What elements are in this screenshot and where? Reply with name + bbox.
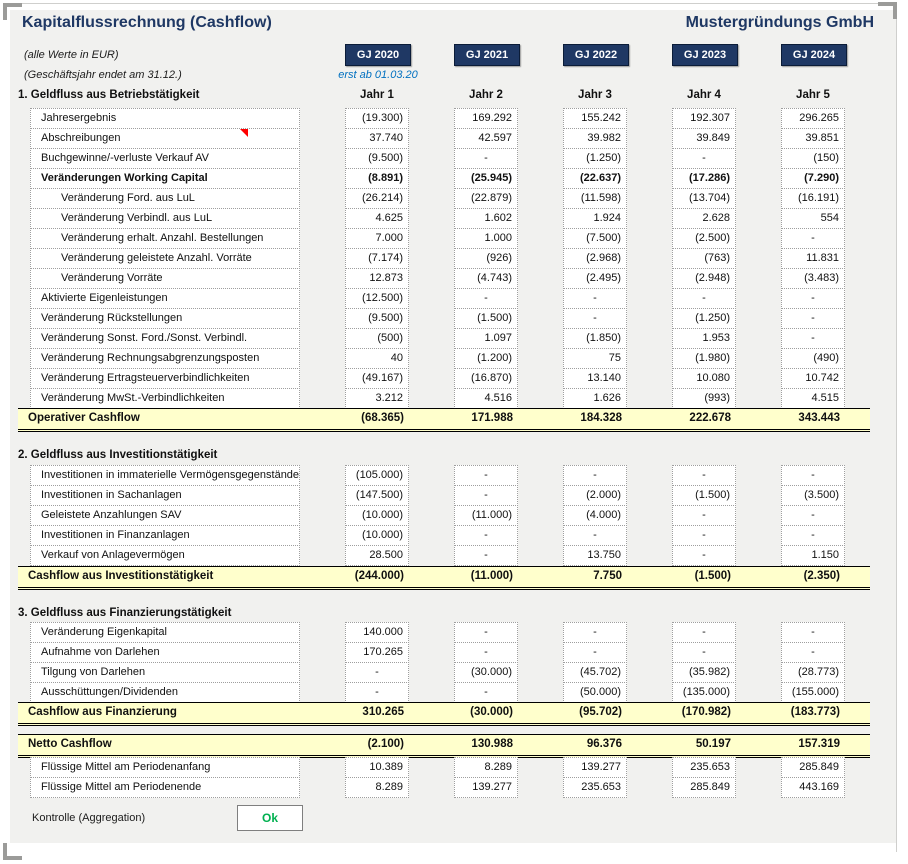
year-button[interactable]: GJ 2022 bbox=[563, 44, 629, 66]
table-row bbox=[18, 388, 870, 408]
net-cashflow-total-row[interactable] bbox=[18, 734, 870, 758]
table-row bbox=[18, 485, 870, 505]
value-cell[interactable]: (1.250) bbox=[563, 148, 627, 169]
value-cell[interactable]: (147.500) bbox=[345, 485, 409, 506]
value-cell[interactable]: (4.000) bbox=[563, 505, 627, 526]
table-row bbox=[18, 128, 870, 148]
year-header: Jahr 4 bbox=[687, 89, 721, 101]
value-cell[interactable]: - bbox=[454, 622, 518, 643]
value-cell[interactable]: 13.140 bbox=[563, 368, 627, 389]
row-label-cell[interactable]: Tilgung von Darlehen bbox=[30, 662, 300, 683]
row-label-cell[interactable]: Veränderung Eigenkapital bbox=[30, 622, 300, 643]
value-cell[interactable]: - bbox=[345, 662, 409, 683]
year-button[interactable]: GJ 2021 bbox=[454, 44, 520, 66]
table-row bbox=[18, 465, 870, 485]
value-cell[interactable]: - bbox=[672, 465, 736, 486]
value-cell[interactable]: 296.265 bbox=[781, 108, 845, 129]
row-label-cell[interactable]: Abschreibungen bbox=[30, 128, 300, 149]
total-value-cell[interactable]: (68.365) bbox=[361, 412, 404, 424]
value-cell[interactable]: 140.000 bbox=[345, 622, 409, 643]
total-value-cell[interactable]: (2.100) bbox=[367, 738, 404, 750]
value-cell[interactable]: (12.500) bbox=[345, 288, 409, 309]
value-cell[interactable]: - bbox=[672, 505, 736, 526]
value-cell[interactable]: 1.150 bbox=[781, 545, 845, 566]
value-cell[interactable]: 75 bbox=[563, 348, 627, 369]
value-cell[interactable]: 28.500 bbox=[345, 545, 409, 566]
row-label-cell[interactable]: Veränderung Ertragsteuerverbindlichkeiten bbox=[30, 368, 300, 389]
row-label-cell[interactable]: Veränderung Sonst. Ford./Sonst. Verbindl. bbox=[30, 328, 300, 349]
table-row bbox=[18, 682, 870, 702]
section-title-financing: 3. Geldfluss aus Finanzierungstätigkeit bbox=[18, 607, 232, 619]
value-cell[interactable]: 1.602 bbox=[454, 208, 518, 229]
total-value-cell[interactable]: 50.197 bbox=[695, 738, 731, 750]
row-label-cell[interactable]: Aktivierte Eigenleistungen bbox=[30, 288, 300, 309]
value-cell[interactable]: (30.000) bbox=[454, 662, 518, 683]
year-header: Jahr 1 bbox=[360, 89, 394, 101]
value-cell[interactable]: - bbox=[454, 682, 518, 703]
table-row bbox=[18, 777, 870, 797]
value-cell[interactable]: (155.000) bbox=[781, 682, 845, 703]
row-label-cell[interactable]: Flüssige Mittel am Periodenanfang bbox=[30, 757, 300, 778]
value-cell[interactable]: (1.250) bbox=[672, 308, 736, 329]
row-label-cell[interactable]: Veränderung geleistete Anzahl. Vorräte bbox=[30, 248, 300, 269]
value-cell[interactable]: (16.870) bbox=[454, 368, 518, 389]
total-value-cell[interactable]: (183.773) bbox=[790, 706, 840, 718]
value-cell[interactable]: (2.000) bbox=[563, 485, 627, 506]
page-corner-top-right bbox=[878, 2, 897, 19]
row-label-cell[interactable]: Veränderung Ford. aus LuL bbox=[30, 188, 300, 209]
value-cell[interactable]: (49.167) bbox=[345, 368, 409, 389]
value-cell[interactable]: 1.626 bbox=[563, 388, 627, 409]
row-label-cell[interactable]: Buchgewinne/-verluste Verkauf AV bbox=[30, 148, 300, 169]
value-cell[interactable]: (9.500) bbox=[345, 148, 409, 169]
total-value-cell[interactable]: 343.443 bbox=[798, 412, 840, 424]
total-value-cell[interactable]: (170.982) bbox=[681, 706, 731, 718]
value-cell[interactable]: 139.277 bbox=[563, 757, 627, 778]
value-cell[interactable]: 8.289 bbox=[454, 757, 518, 778]
value-cell[interactable]: - bbox=[454, 545, 518, 566]
value-cell[interactable]: (2.948) bbox=[672, 268, 736, 289]
value-cell[interactable]: (4.743) bbox=[454, 268, 518, 289]
row-label-cell[interactable]: Investitionen in immaterielle Vermögensgegenstände bbox=[30, 465, 300, 486]
row-label-cell[interactable]: Veränderung Rechnungsabgrenzungsposten bbox=[30, 348, 300, 369]
value-cell[interactable]: (11.598) bbox=[563, 188, 627, 209]
value-cell[interactable]: (22.879) bbox=[454, 188, 518, 209]
table-row bbox=[18, 268, 870, 288]
table-row bbox=[18, 148, 870, 168]
total-value-cell[interactable]: 130.988 bbox=[471, 738, 513, 750]
value-cell[interactable]: 4.516 bbox=[454, 388, 518, 409]
value-cell[interactable]: - bbox=[781, 288, 845, 309]
value-cell[interactable]: - bbox=[454, 288, 518, 309]
value-cell[interactable]: - bbox=[563, 642, 627, 663]
value-cell[interactable]: 155.242 bbox=[563, 108, 627, 129]
row-label-cell[interactable]: Veränderung Vorräte bbox=[30, 268, 300, 289]
value-cell[interactable]: - bbox=[781, 622, 845, 643]
value-cell[interactable]: (2.495) bbox=[563, 268, 627, 289]
value-cell[interactable]: 285.849 bbox=[781, 757, 845, 778]
value-cell[interactable]: (9.500) bbox=[345, 308, 409, 329]
value-cell[interactable]: 3.212 bbox=[345, 388, 409, 409]
value-cell[interactable]: (3.500) bbox=[781, 485, 845, 506]
value-cell[interactable]: - bbox=[672, 545, 736, 566]
value-cell[interactable]: - bbox=[563, 288, 627, 309]
value-cell[interactable]: - bbox=[454, 525, 518, 546]
value-cell[interactable]: (25.945) bbox=[454, 168, 518, 189]
value-cell[interactable]: (45.702) bbox=[563, 662, 627, 683]
value-cell[interactable]: 443.169 bbox=[781, 777, 845, 798]
value-cell[interactable]: - bbox=[672, 525, 736, 546]
row-label-cell[interactable]: Investitionen in Finanzanlagen bbox=[30, 525, 300, 546]
total-value-cell[interactable]: (244.000) bbox=[354, 570, 404, 582]
value-cell[interactable]: 139.277 bbox=[454, 777, 518, 798]
table-row bbox=[18, 348, 870, 368]
value-cell[interactable]: (1.980) bbox=[672, 348, 736, 369]
table-row bbox=[18, 622, 870, 642]
year-header: Jahr 2 bbox=[469, 89, 503, 101]
value-cell[interactable]: 1.000 bbox=[454, 228, 518, 249]
value-cell[interactable]: 11.831 bbox=[781, 248, 845, 269]
value-cell[interactable]: (1.500) bbox=[454, 308, 518, 329]
value-cell[interactable]: (11.000) bbox=[454, 505, 518, 526]
value-cell[interactable]: (150) bbox=[781, 148, 845, 169]
value-cell[interactable]: (926) bbox=[454, 248, 518, 269]
value-cell[interactable]: (13.704) bbox=[672, 188, 736, 209]
value-cell[interactable]: 39.851 bbox=[781, 128, 845, 149]
row-label-cell[interactable]: Investitionen in Sachanlagen bbox=[30, 485, 300, 506]
investing-rows bbox=[18, 465, 870, 565]
total-value-cell[interactable]: 96.376 bbox=[586, 738, 622, 750]
value-cell[interactable]: - bbox=[454, 465, 518, 486]
value-cell[interactable]: (26.214) bbox=[345, 188, 409, 209]
value-cell[interactable]: 7.000 bbox=[345, 228, 409, 249]
value-cell[interactable]: (2.500) bbox=[672, 228, 736, 249]
value-cell[interactable]: 170.265 bbox=[345, 642, 409, 663]
value-cell[interactable]: 4.625 bbox=[345, 208, 409, 229]
total-value-cell[interactable]: (1.500) bbox=[694, 570, 731, 582]
value-cell[interactable]: - bbox=[781, 505, 845, 526]
row-label-cell[interactable]: Verkauf von Anlagevermögen bbox=[30, 545, 300, 566]
year-button[interactable]: GJ 2024 bbox=[781, 44, 847, 66]
page-corner-bottom-left bbox=[3, 843, 22, 860]
row-label-cell[interactable]: Veränderung Verbindl. aus LuL bbox=[30, 208, 300, 229]
total-row-label: Operativer Cashflow bbox=[28, 412, 140, 424]
total-row-label: Cashflow aus Investitionstätigkeit bbox=[28, 570, 214, 582]
value-cell[interactable]: - bbox=[781, 642, 845, 663]
value-cell[interactable]: (1.850) bbox=[563, 328, 627, 349]
table-row bbox=[18, 288, 870, 308]
value-cell[interactable]: - bbox=[454, 485, 518, 506]
value-cell[interactable]: (500) bbox=[345, 328, 409, 349]
year-button[interactable]: GJ 2020 bbox=[345, 44, 411, 66]
total-value-cell[interactable]: 310.265 bbox=[362, 706, 404, 718]
value-cell[interactable]: 235.653 bbox=[672, 757, 736, 778]
value-cell[interactable]: (50.000) bbox=[563, 682, 627, 703]
page-boundary-top bbox=[3, 3, 881, 4]
row-label-cell[interactable]: Geleistete Anzahlungen SAV bbox=[30, 505, 300, 526]
table-row bbox=[18, 545, 870, 565]
year-header: Jahr 5 bbox=[796, 89, 830, 101]
table-row bbox=[18, 308, 870, 328]
table-row bbox=[18, 168, 870, 188]
value-cell[interactable]: 10.742 bbox=[781, 368, 845, 389]
total-value-cell[interactable]: (30.000) bbox=[470, 706, 513, 718]
row-label-cell[interactable]: Veränderung erhalt. Anzahl. Bestellungen bbox=[30, 228, 300, 249]
table-row bbox=[18, 757, 870, 777]
value-cell[interactable]: (10.000) bbox=[345, 505, 409, 526]
financing-rows bbox=[18, 622, 870, 702]
row-label-cell[interactable]: Veränderung Rückstellungen bbox=[30, 308, 300, 329]
value-cell[interactable]: - bbox=[454, 642, 518, 663]
total-value-cell[interactable]: 7.750 bbox=[593, 570, 622, 582]
table-row bbox=[18, 108, 870, 128]
investing-cashflow-total-row[interactable] bbox=[18, 566, 870, 590]
value-cell[interactable]: - bbox=[781, 328, 845, 349]
company-name: Mustergründungs GmbH bbox=[685, 14, 874, 31]
section-title-operating: 1. Geldfluss aus Betriebstätigkeit bbox=[18, 89, 200, 101]
control-label: Kontrolle (Aggregation) bbox=[32, 812, 146, 824]
value-cell[interactable]: 2.628 bbox=[672, 208, 736, 229]
year-buttons-row bbox=[18, 44, 870, 66]
value-cell[interactable]: - bbox=[672, 148, 736, 169]
page-boundary-right bbox=[896, 3, 897, 852]
value-cell[interactable]: 1.953 bbox=[672, 328, 736, 349]
value-cell[interactable]: (7.500) bbox=[563, 228, 627, 249]
table-row bbox=[18, 248, 870, 268]
table-row bbox=[18, 208, 870, 228]
value-cell[interactable]: - bbox=[454, 148, 518, 169]
total-row-label: Cashflow aus Finanzierung bbox=[28, 706, 177, 718]
value-cell[interactable]: - bbox=[781, 465, 845, 486]
liquid-funds-rows bbox=[18, 757, 870, 797]
value-cell[interactable]: - bbox=[781, 228, 845, 249]
value-cell[interactable]: 235.653 bbox=[563, 777, 627, 798]
value-cell[interactable]: (490) bbox=[781, 348, 845, 369]
value-cell[interactable]: 13.750 bbox=[563, 545, 627, 566]
value-cell[interactable]: (7.174) bbox=[345, 248, 409, 269]
table-row bbox=[18, 328, 870, 348]
value-cell[interactable]: - bbox=[672, 622, 736, 643]
row-label-cell[interactable]: Aufnahme von Darlehen bbox=[30, 642, 300, 663]
value-cell[interactable]: (28.773) bbox=[781, 662, 845, 683]
year-header: Jahr 3 bbox=[578, 89, 612, 101]
value-cell[interactable]: - bbox=[781, 308, 845, 329]
row-label-cell[interactable]: Veränderung MwSt.-Verbindlichkeiten bbox=[30, 388, 300, 409]
control-status-cell[interactable]: Ok bbox=[237, 805, 303, 831]
value-cell[interactable]: (16.191) bbox=[781, 188, 845, 209]
value-cell[interactable]: (10.000) bbox=[345, 525, 409, 546]
operating-rows bbox=[18, 108, 870, 408]
value-cell[interactable]: 192.307 bbox=[672, 108, 736, 129]
total-value-cell[interactable]: 171.988 bbox=[471, 412, 513, 424]
value-cell[interactable]: - bbox=[563, 308, 627, 329]
row-label-cell[interactable]: Ausschüttungen/Dividenden bbox=[30, 682, 300, 703]
financing-cashflow-total-row[interactable] bbox=[18, 702, 870, 726]
table-row bbox=[18, 505, 870, 525]
total-value-cell[interactable]: (95.702) bbox=[579, 706, 622, 718]
row-label-cell[interactable]: Veränderungen Working Capital bbox=[30, 168, 300, 189]
value-cell[interactable]: (993) bbox=[672, 388, 736, 409]
value-cell[interactable]: 12.873 bbox=[345, 268, 409, 289]
page-corner-top-left bbox=[3, 3, 22, 20]
value-cell[interactable]: (17.286) bbox=[672, 168, 736, 189]
value-cell[interactable]: 169.292 bbox=[454, 108, 518, 129]
value-cell[interactable]: (1.200) bbox=[454, 348, 518, 369]
comment-indicator-icon bbox=[240, 129, 248, 137]
value-cell[interactable]: (2.968) bbox=[563, 248, 627, 269]
table-row bbox=[18, 368, 870, 388]
value-cell[interactable]: (7.290) bbox=[781, 168, 845, 189]
first-year-start-note: erst ab 01.03.20 bbox=[338, 69, 418, 81]
value-cell[interactable]: 39.982 bbox=[563, 128, 627, 149]
total-value-cell[interactable]: (2.350) bbox=[803, 570, 840, 582]
value-cell[interactable]: (22.637) bbox=[563, 168, 627, 189]
value-cell[interactable]: 10.080 bbox=[672, 368, 736, 389]
table-row bbox=[18, 228, 870, 248]
value-cell[interactable]: (3.483) bbox=[781, 268, 845, 289]
value-cell[interactable]: (19.300) bbox=[345, 108, 409, 129]
unit-note: (alle Werte in EUR) bbox=[24, 49, 119, 61]
value-cell[interactable]: 42.597 bbox=[454, 128, 518, 149]
value-cell[interactable]: 554 bbox=[781, 208, 845, 229]
row-label-cell[interactable]: Jahresergebnis bbox=[30, 108, 300, 129]
value-cell[interactable]: - bbox=[563, 525, 627, 546]
total-value-cell[interactable]: 222.678 bbox=[689, 412, 731, 424]
value-cell[interactable]: (105.000) bbox=[345, 465, 409, 486]
value-cell[interactable]: (8.891) bbox=[345, 168, 409, 189]
value-cell[interactable]: (763) bbox=[672, 248, 736, 269]
table-row bbox=[18, 525, 870, 545]
table-row bbox=[18, 188, 870, 208]
table-row bbox=[18, 662, 870, 682]
value-cell[interactable]: - bbox=[563, 622, 627, 643]
total-row-label: Netto Cashflow bbox=[28, 738, 112, 750]
total-value-cell[interactable]: (11.000) bbox=[470, 570, 513, 582]
value-cell[interactable]: 10.389 bbox=[345, 757, 409, 778]
row-label-cell[interactable]: Flüssige Mittel am Periodenende bbox=[30, 777, 300, 798]
value-cell[interactable]: (135.000) bbox=[672, 682, 736, 703]
value-cell[interactable]: 4.515 bbox=[781, 388, 845, 409]
value-cell[interactable]: (35.982) bbox=[672, 662, 736, 683]
section-title-investing: 2. Geldfluss aus Investitionstätigkeit bbox=[18, 449, 218, 461]
value-cell[interactable]: - bbox=[672, 288, 736, 309]
value-cell[interactable]: (1.500) bbox=[672, 485, 736, 506]
table-row bbox=[18, 642, 870, 662]
value-cell[interactable]: 40 bbox=[345, 348, 409, 369]
fiscal-year-note: (Geschäftsjahr endet am 31.12.) bbox=[24, 69, 182, 81]
operating-cashflow-total-row[interactable] bbox=[18, 408, 870, 432]
total-value-cell[interactable]: 184.328 bbox=[580, 412, 622, 424]
page-title: Kapitalflussrechnung (Cashflow) bbox=[22, 14, 272, 31]
value-cell[interactable]: - bbox=[781, 525, 845, 546]
total-value-cell[interactable]: 157.319 bbox=[798, 738, 840, 750]
year-button[interactable]: GJ 2023 bbox=[672, 44, 738, 66]
value-cell[interactable]: 1.097 bbox=[454, 328, 518, 349]
value-cell[interactable]: 285.849 bbox=[672, 777, 736, 798]
value-cell[interactable]: 37.740 bbox=[345, 128, 409, 149]
value-cell[interactable]: - bbox=[672, 642, 736, 663]
value-cell[interactable]: - bbox=[345, 682, 409, 703]
value-cell[interactable]: 39.849 bbox=[672, 128, 736, 149]
value-cell[interactable]: 8.289 bbox=[345, 777, 409, 798]
value-cell[interactable]: 1.924 bbox=[563, 208, 627, 229]
value-cell[interactable]: - bbox=[563, 465, 627, 486]
